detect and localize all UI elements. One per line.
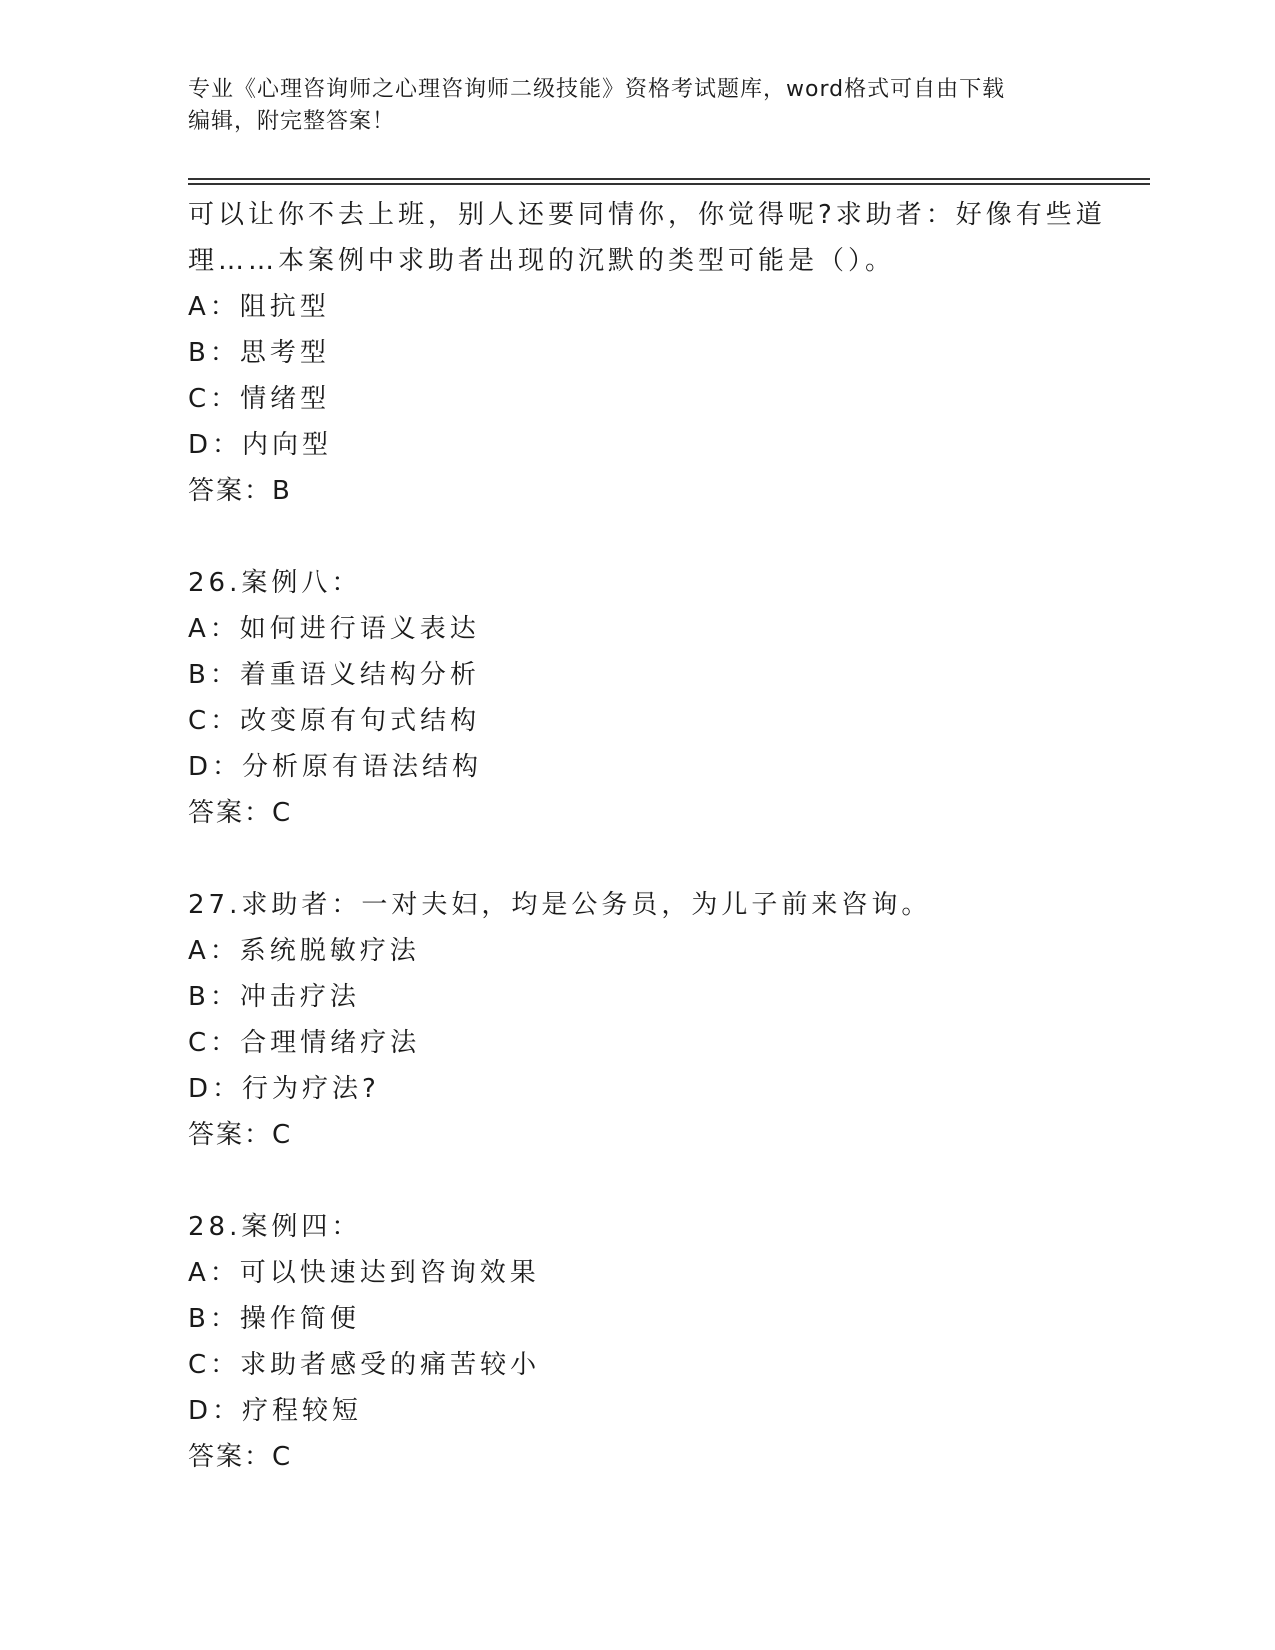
option-b: B：着重语义结构分析 [188, 660, 480, 690]
option-d: D：疗程较短 [188, 1396, 363, 1426]
option-b: B：操作简便 [188, 1304, 360, 1334]
option-a: A：阻抗型 [188, 292, 330, 322]
question-content [188, 192, 1108, 1480]
option-a: A：如何进行语义表达 [188, 614, 480, 644]
answer-line: 答案：C [188, 1120, 293, 1150]
option-d: D：行为疗法? [188, 1074, 380, 1104]
question-text-line: 可以让你不去上班，别人还要同情你，你觉得呢?求助者：好像有些道 [188, 200, 1106, 230]
document-header [188, 74, 1068, 138]
question-25-continued [188, 192, 1108, 514]
option-c: C：情绪型 [188, 384, 331, 414]
spacer [188, 1158, 1108, 1204]
option-d: D：分析原有语法结构 [188, 752, 483, 782]
spacer [188, 514, 1108, 560]
question-28 [188, 1204, 1108, 1480]
option-b: B：思考型 [188, 338, 330, 368]
option-c: C：合理情绪疗法 [188, 1028, 421, 1058]
option-b: B：冲击疗法 [188, 982, 360, 1012]
header-divider-bottom [188, 183, 1150, 185]
question-text-line: 理……本案例中求助者出现的沉默的类型可能是（）。 [188, 246, 896, 276]
option-a: A：系统脱敏疗法 [188, 936, 420, 966]
option-c: C：求助者感受的痛苦较小 [188, 1350, 541, 1380]
spacer [188, 836, 1108, 882]
question-27 [188, 882, 1108, 1158]
question-stem: 26.案例八： [188, 568, 362, 598]
question-stem: 27.求助者：一对夫妇，均是公务员，为儿子前来咨询。 [188, 890, 932, 920]
option-c: C：改变原有句式结构 [188, 706, 481, 736]
question-stem: 28.案例四： [188, 1212, 362, 1242]
header-line-2: 编辑，附完整答案！ [188, 109, 396, 134]
answer-line: 答案：C [188, 798, 293, 828]
answer-line: 答案：C [188, 1442, 293, 1472]
header-line-1: 专业《心理咨询师之心理咨询师二级技能》资格考试题库，word格式可自由下载 [188, 77, 1006, 102]
question-26 [188, 560, 1108, 836]
answer-line: 答案：B [188, 476, 292, 506]
header-divider-top [188, 178, 1150, 180]
option-d: D：内向型 [188, 430, 333, 460]
option-a: A：可以快速达到咨询效果 [188, 1258, 540, 1288]
